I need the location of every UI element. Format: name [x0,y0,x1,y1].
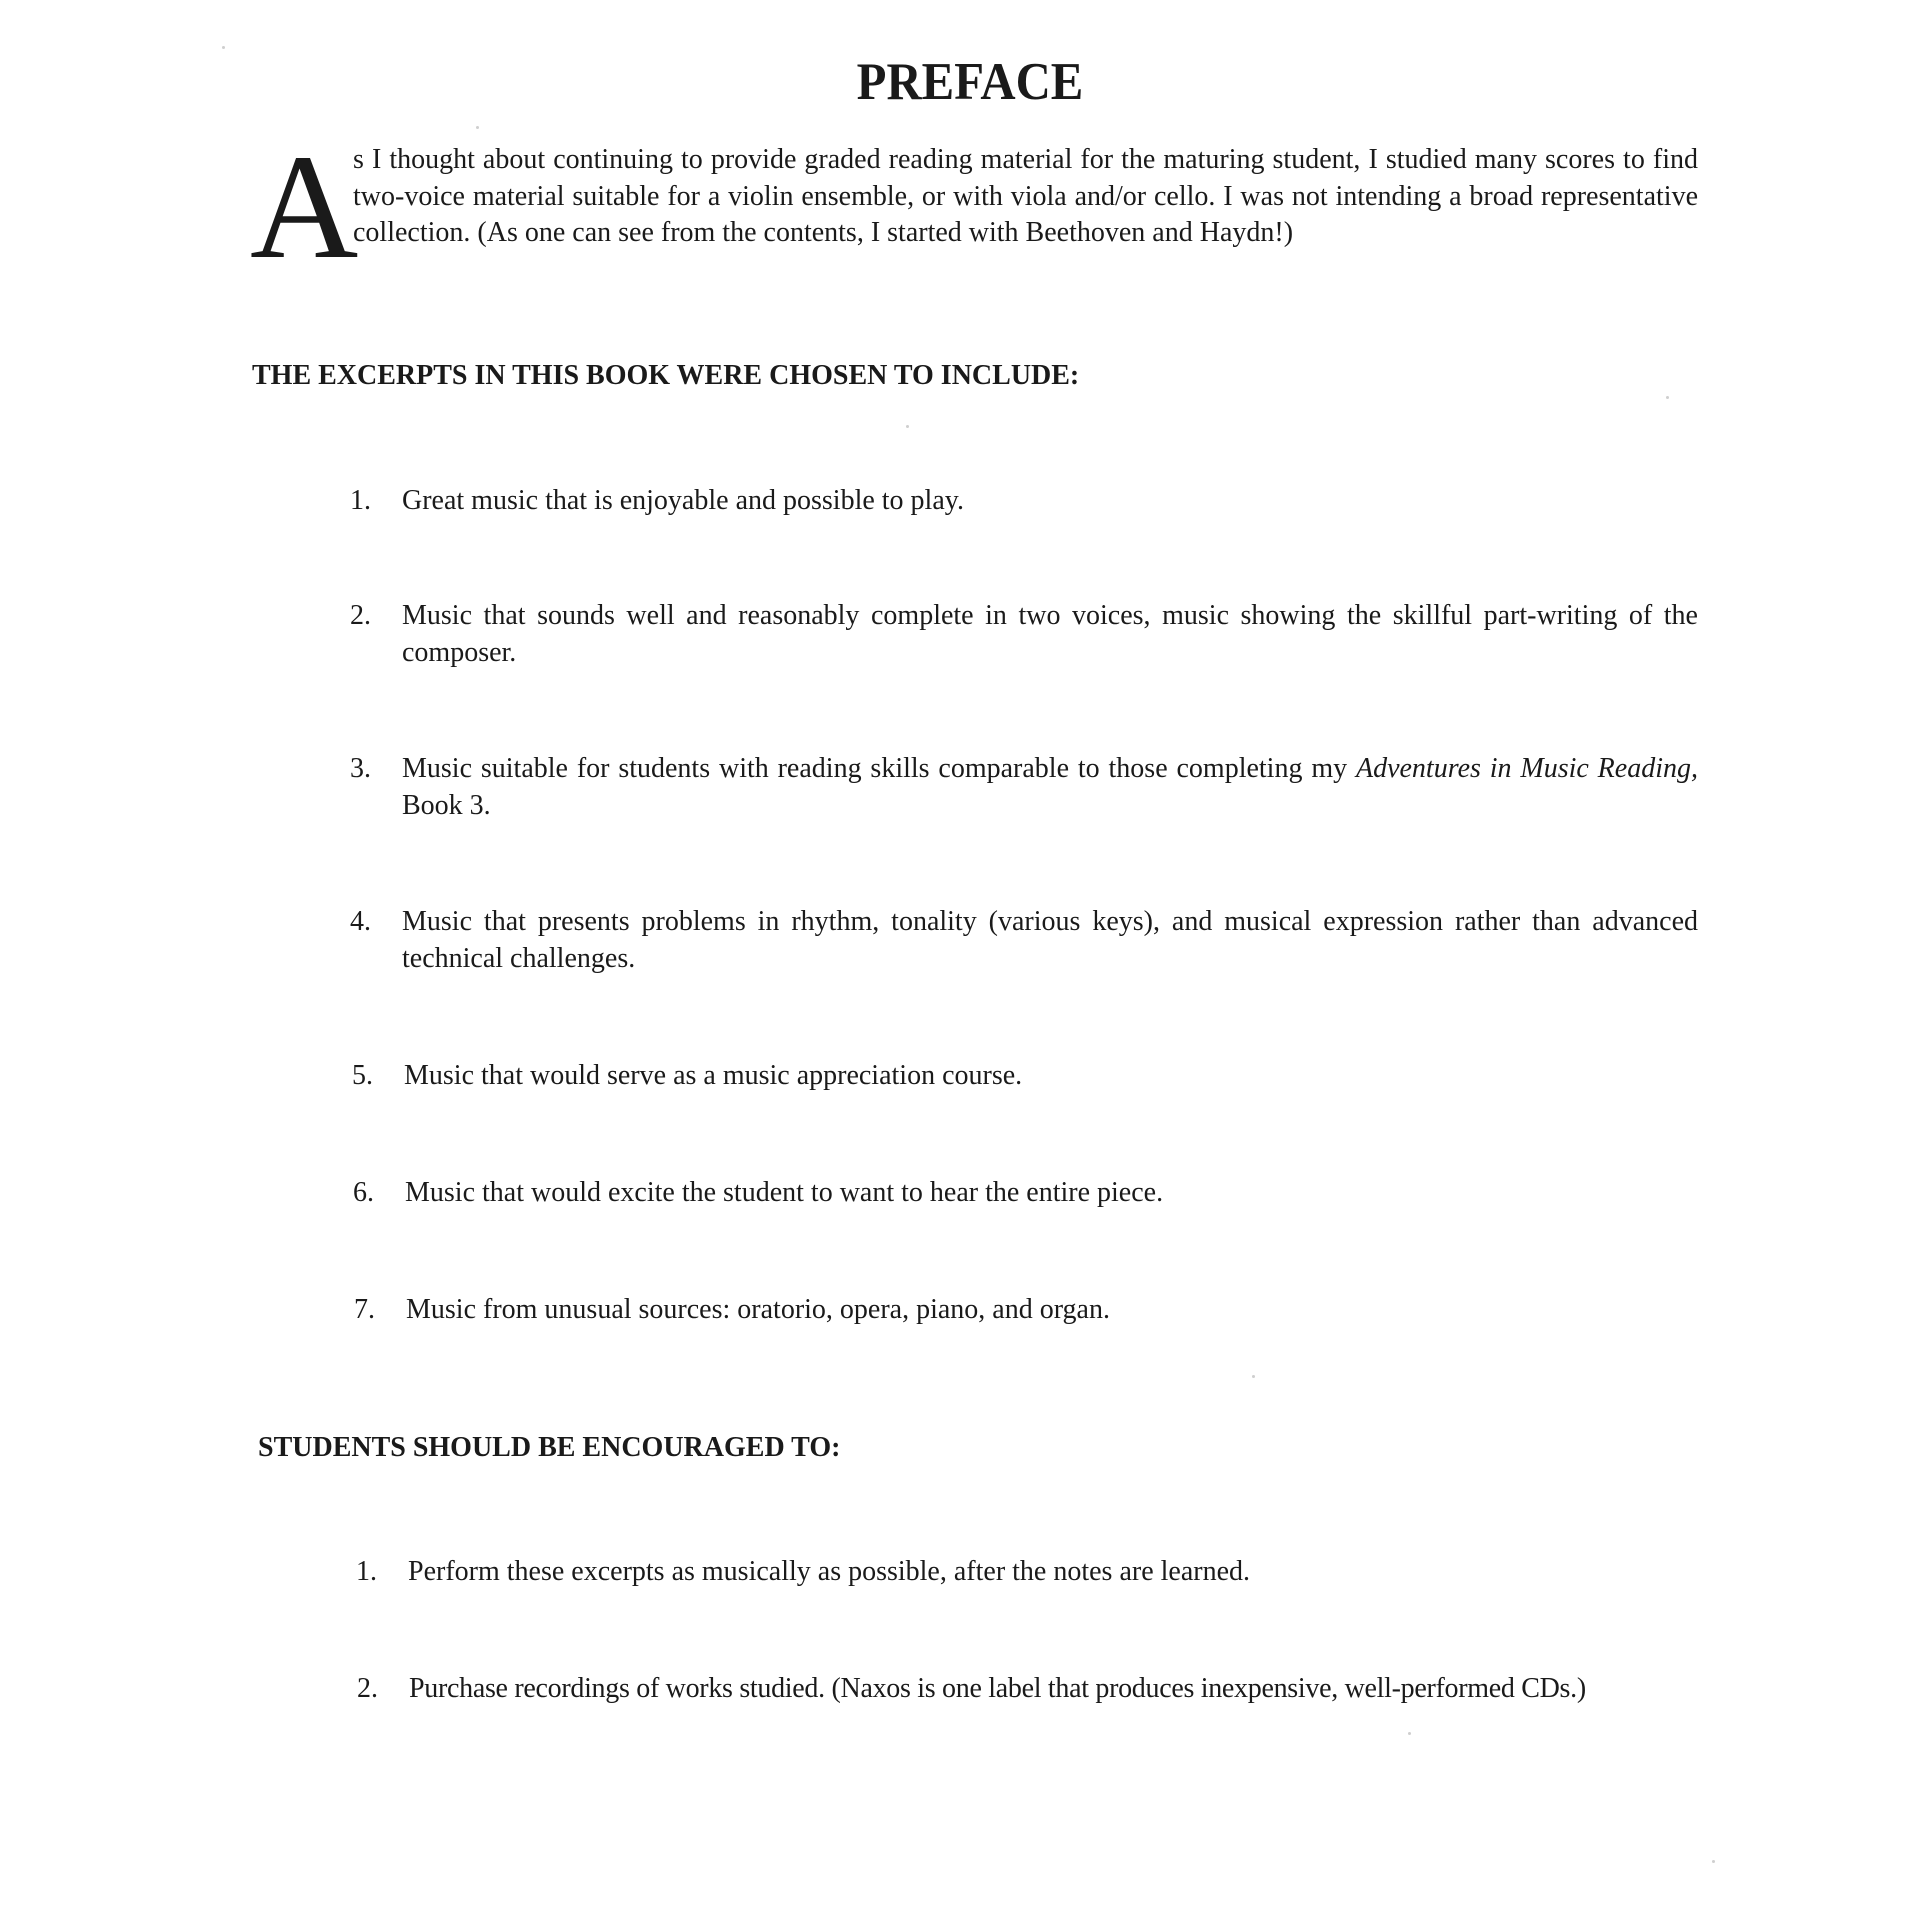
scan-speck [1252,1375,1255,1378]
list-text [402,750,1698,824]
section-heading-excerpts: THE EXCERPTS IN THIS BOOK WERE CHOSEN TO INCLUDE: [252,360,1080,391]
list-item [350,750,1698,824]
list-item [350,903,1698,977]
list-text: Perform these excerpts as musically as possible, after the notes are learned. [408,1556,1251,1587]
list-text: Music that would excite the student to want to hear the entire piece. [405,1177,1164,1208]
list-item [352,1057,1700,1094]
list-number: 1. [350,485,371,516]
drop-cap: A [250,124,359,290]
section-heading-students: STUDENTS SHOULD BE ENCOURAGED TO: [258,1432,841,1463]
scan-speck [906,425,909,428]
book-title-italic: Adventures in Music Reading, [1355,753,1698,784]
list-text-part: Book 3. [402,790,491,821]
list-number: 2. [357,1673,378,1704]
list-text: Great music that is enjoyable and possible to play. [402,485,964,516]
list-text: Music that sounds well and reasonably complete in two voices, music showing the skillful part-writing of the composer. [402,600,1698,668]
scan-speck [222,46,225,49]
list-item [353,1174,1701,1211]
list-item [357,1670,1757,1707]
list-text: Music from unusual sources: oratorio, opera, piano, and organ. [406,1294,1110,1325]
list-item [354,1291,1702,1328]
scan-speck [1712,1860,1715,1863]
scan-speck [1666,396,1669,399]
intro-paragraph [250,124,1698,290]
list-item [350,597,1698,671]
page-title: PREFACE [856,53,1084,111]
list-number: 3. [350,753,371,784]
list-number: 1. [356,1556,377,1587]
intro-text: s I thought about continuing to provide graded reading material for the maturing student, I studied many scores to find two-voice material suitable for a violin ensemble, or with viola and/or cello. I was not intending a broad representative collection. (As one can see from the contents, I started with Beethoven and Haydn!) [353,144,1698,248]
list-number: 4. [350,906,371,937]
list-item [350,482,1698,519]
list-text-part: Music suitable for students with reading skills comparable to those completing my [402,753,1356,784]
scan-speck [1408,1732,1411,1735]
list-text: Purchase recordings of works studied. (Naxos is one label that produces inexpensive, well-performed CDs.) [409,1673,1586,1704]
scan-speck [476,126,479,129]
list-number: 5. [352,1060,373,1091]
list-text: Music that would serve as a music appreciation course. [404,1060,1023,1091]
list-text: Music that presents problems in rhythm, tonality (various keys), and musical expression rather than advanced technical challenges. [402,906,1698,974]
list-item [356,1553,1704,1590]
list-number: 7. [354,1294,375,1325]
list-number: 2. [350,600,371,631]
list-number: 6. [353,1177,374,1208]
